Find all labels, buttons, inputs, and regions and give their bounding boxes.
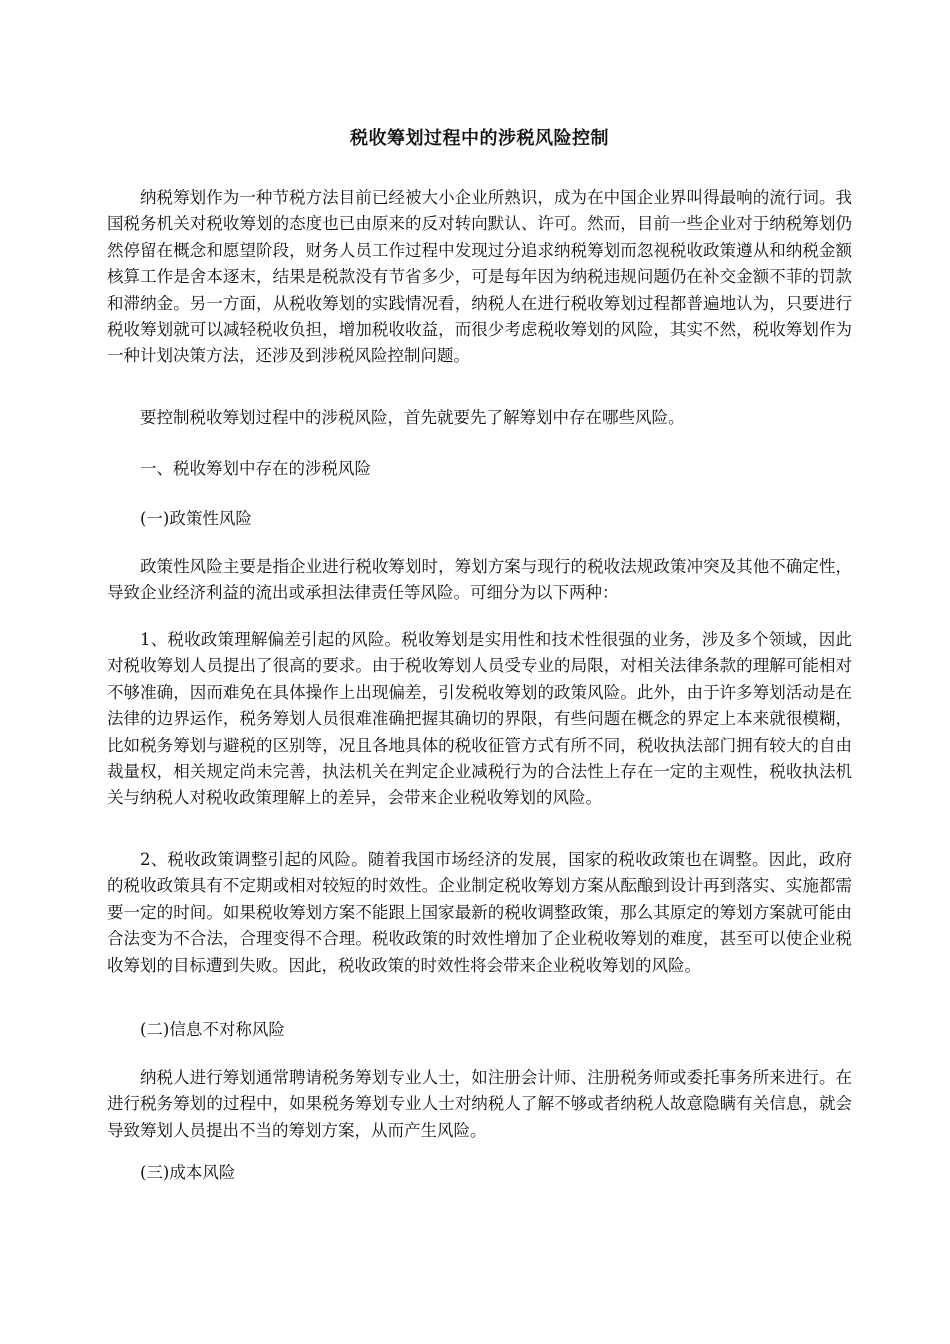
- paragraph-policy-adjustment: 2、税收政策调整引起的风险。随着我国市场经济的发展，国家的税收政策也在调整。因此，政府的税收政策具有不定期或相对较短的时效性。企业制定税收筹划方案从酝酿到设计再到落实、实施都需要一定的时间。如果税收筹划方案不能跟上国家最新的税收调整政策，那么其原定的筹划方案就可能由合法变为不合法，合理变得不合理。税收政策的时效性增加了企业税收筹划的难度，甚至可以使企业税收筹划的目标遭到失败。因此，税收政策的时效性将会带来企业税收筹划的风险。: [107, 850, 852, 975]
- section-heading-1: 一、税收筹划中存在的涉税风险: [140, 459, 371, 478]
- subsection-heading-policy-risk: (一)政策性风险: [140, 509, 252, 528]
- document-title: 税收筹划过程中的涉税风险控制: [350, 128, 609, 149]
- subsection-heading-cost-risk: (三)成本风险: [140, 1163, 236, 1182]
- paragraph-policy-risk: 政策性风险主要是指企业进行税收筹划时，筹划方案与现行的税收法规政策冲突及其他不确定性，导致企业经济利益的流出或承担法律责任等风险。可细分为以下两种：: [107, 557, 852, 603]
- paragraph-intro: 纳税筹划作为一种节税方法目前已经被大小企业所熟识，成为在中国企业界叫得最响的流行词。我国税务机关对税收筹划的态度也已由原来的反对转向默认、许可。然而，目前一些企业对于纳税筹划仍然停留在概念和愿望阶段，财务人员工作过程中发现过分追求纳税筹划而忽视税收政策遵从和纳税金额核算工作是舍本逐末，结果是税款没有节省多少，可是每年因为纳税违规问题仍在补交金额不菲的罚款和滞纳金。另一方面，从税收筹划的实践情况看，纳税人在进行税收筹划过程都普遍地认为，只要进行税收筹划就可以减轻税收负担，增加税收收益，而很少考虑税收筹划的风险，其实不然，税收筹划作为一种计划决策方法，还涉及到涉税风险控制问题。: [107, 188, 852, 366]
- paragraph-overview: 要控制税收筹划过程中的涉税风险，首先就要先了解筹划中存在哪些风险。: [140, 408, 685, 427]
- paragraph-policy-understanding: 1、税收政策理解偏差引起的风险。税收筹划是实用性和技术性很强的业务，涉及多个领域，因此对税收筹划人员提出了很高的要求。由于税收筹划人员受专业的局限，对相关法律条款的理解可能相对不够准确，因而难免在具体操作上出现偏差，引发税收筹划的政策风险。此外，由于许多筹划活动是在法律的边界运作，税务筹划人员很难准确把握其确切的界限，有些问题在概念的界定上本来就很模糊，比如税务筹划与避税的区别等，况且各地具体的税收征管方式有所不同，税收执法部门拥有较大的自由裁量权，相关规定尚未完善，执法机关在判定企业减税行为的合法性上存在一定的主观性，税收执法机关与纳税人对税收政策理解上的差异，会带来企业税收筹划的风险。: [107, 630, 852, 808]
- subsection-heading-info-asymmetry: (二)信息不对称风险: [140, 1020, 285, 1039]
- paragraph-info-asymmetry: 纳税人进行筹划通常聘请税务筹划专业人士，如注册会计师、注册税务师或委托事务所来进行。在进行税务筹划的过程中，如果税务筹划专业人士对纳税人了解不够或者纳税人故意隐瞒有关信息，就会导致筹划人员提出不当的筹划方案，从而产生风险。: [107, 1068, 852, 1140]
